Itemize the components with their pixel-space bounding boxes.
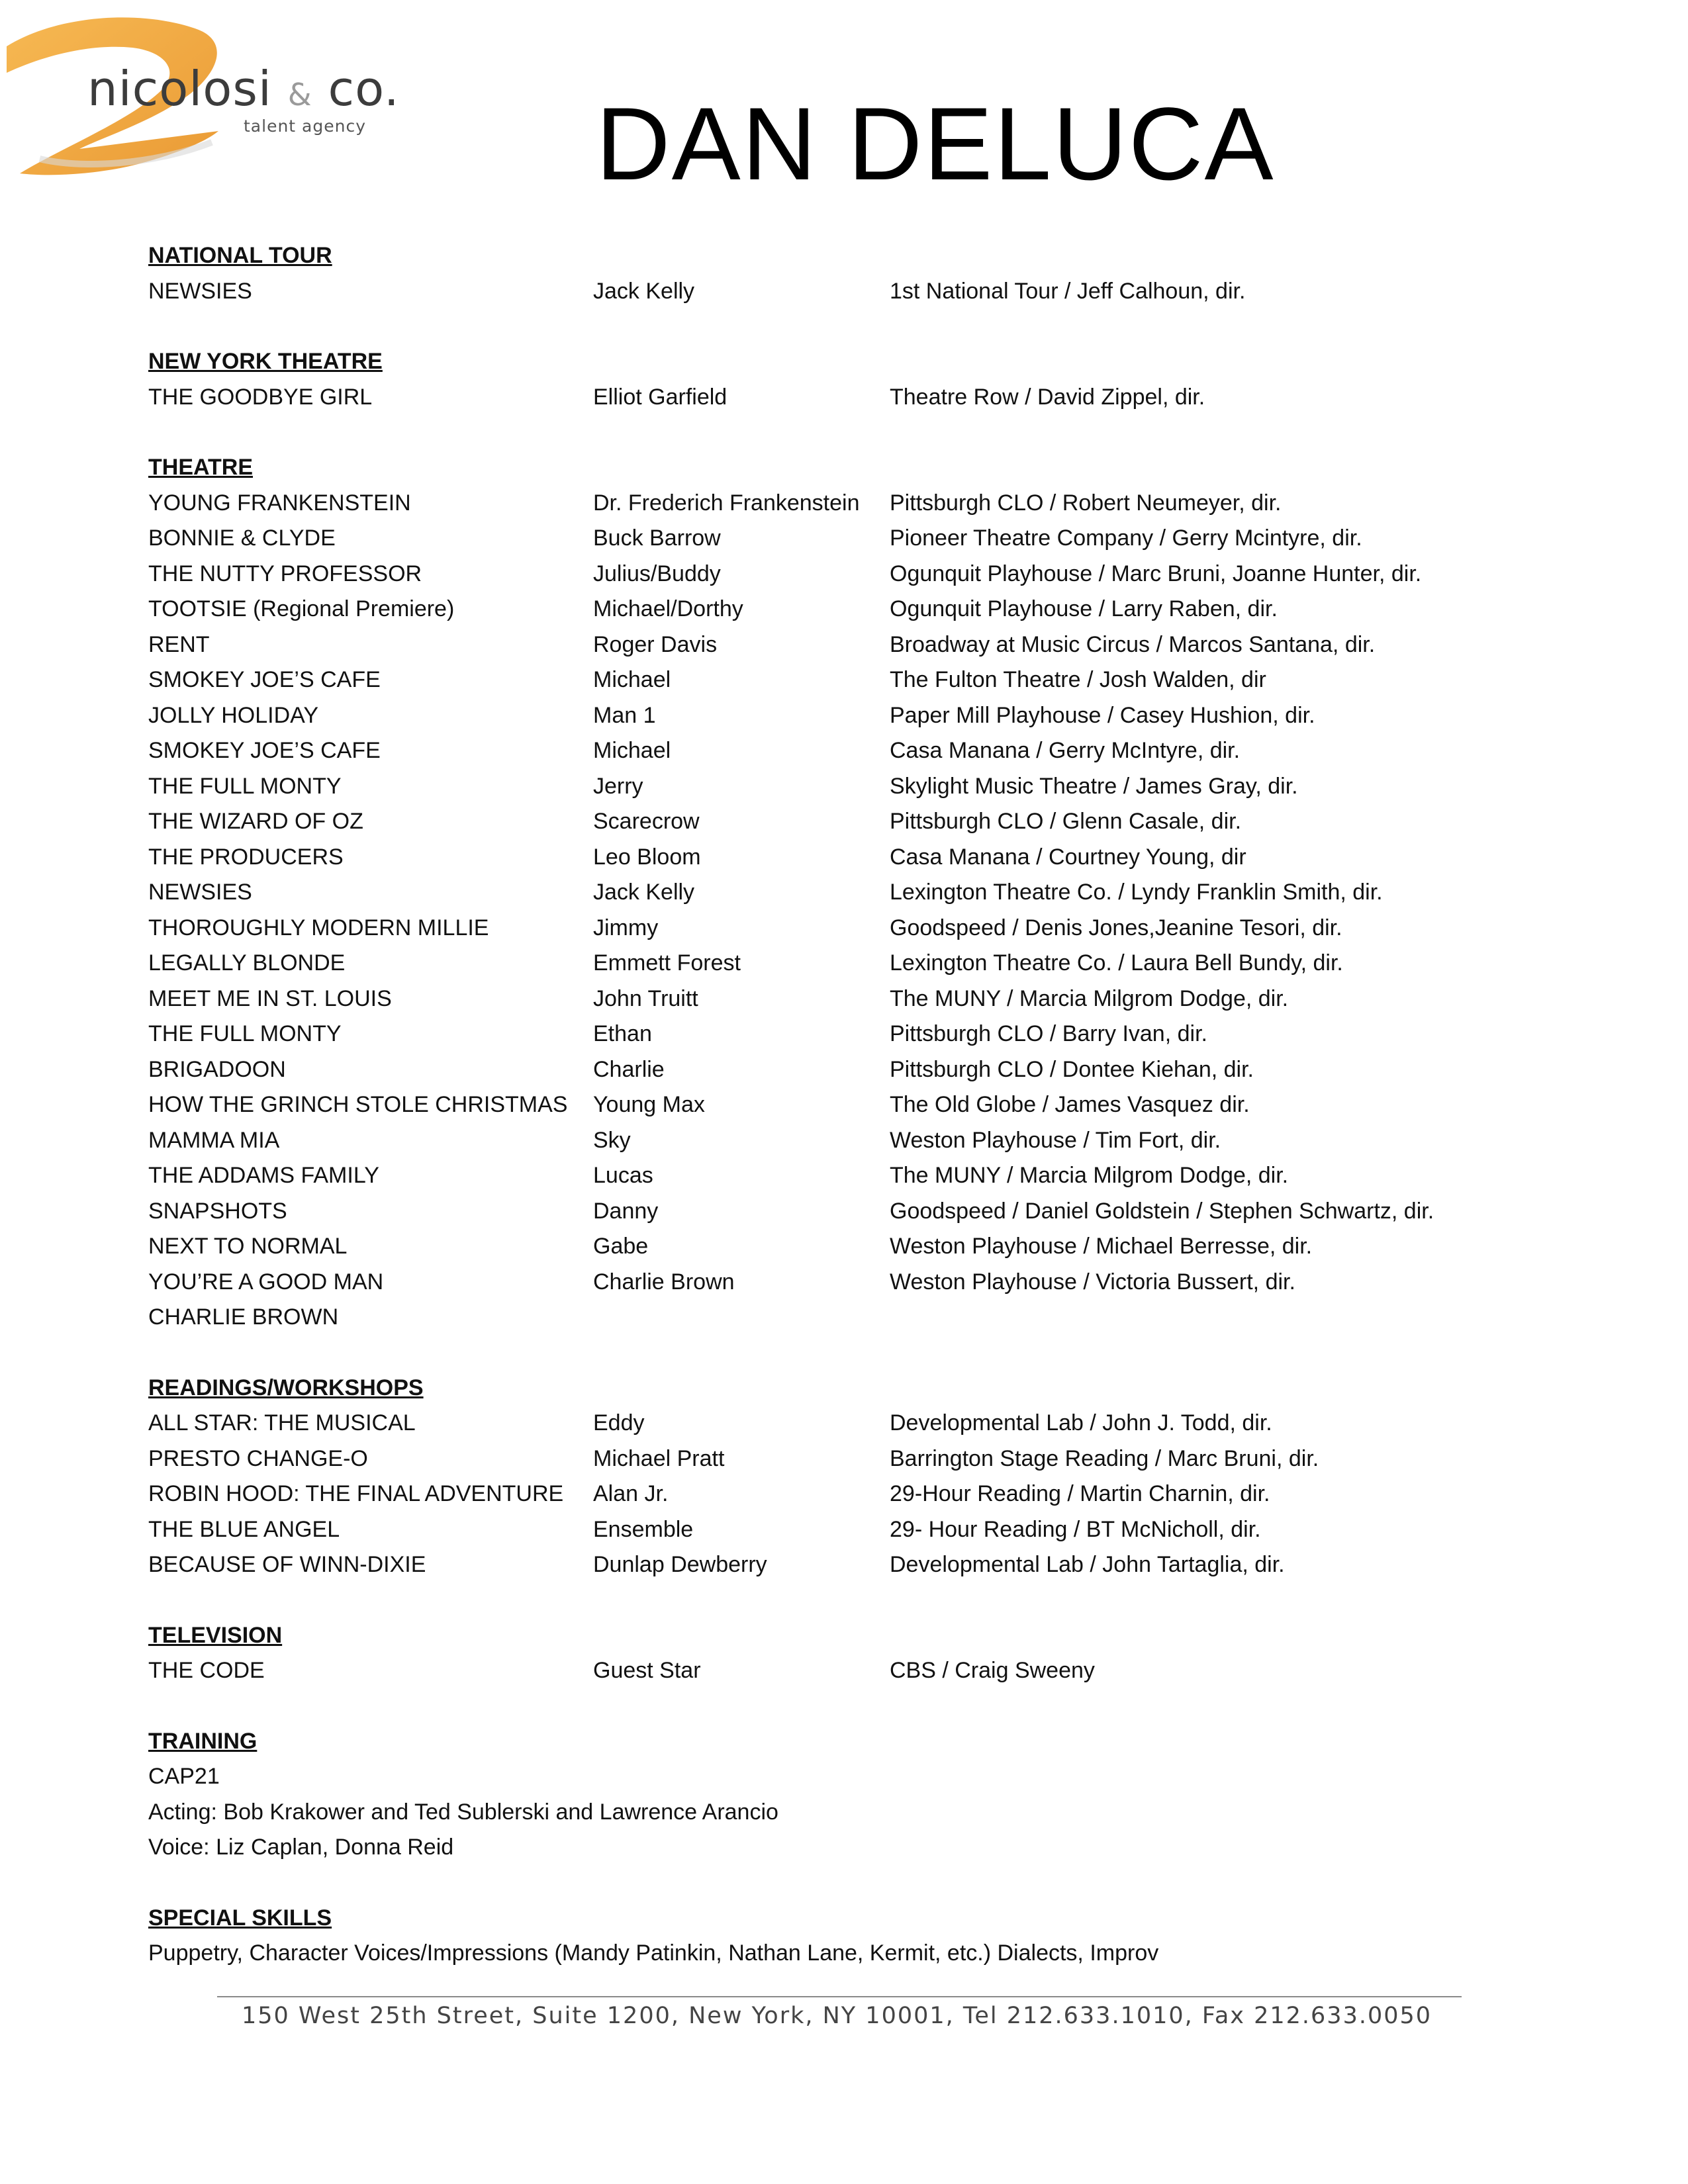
section-heading: NEW YORK THEATRE (148, 349, 383, 374)
credit-row (148, 1087, 1538, 1123)
agency-logo (0, 0, 400, 192)
venue-director: Weston Playhouse / Tim Fort, dir. (890, 1127, 1221, 1153)
role: Charlie Brown (593, 1269, 735, 1295)
credit-row (148, 1017, 1538, 1052)
role: Eddy (593, 1410, 645, 1435)
credits-section (148, 450, 1538, 1336)
show-title: HOW THE GRINCH STOLE CHRISTMAS (148, 1092, 568, 1117)
role: Dr. Frederich Frankenstein (593, 490, 860, 516)
credit-row (148, 662, 1538, 698)
credit-row (148, 981, 1538, 1017)
role: John Truitt (593, 985, 698, 1011)
credits-section (148, 1371, 1538, 1583)
role: Roger Davis (593, 631, 718, 657)
credit-row (148, 1406, 1538, 1441)
venue-director: The MUNY / Marcia Milgrom Dodge, dir. (890, 985, 1289, 1011)
venue-director: The Fulton Theatre / Josh Walden, dir (890, 667, 1266, 692)
credit-row (148, 840, 1538, 876)
show-title: THE ADDAMS FAMILY (148, 1163, 379, 1188)
role (593, 1300, 890, 1336)
role: Danny (593, 1198, 659, 1224)
show-title: THE BLUE ANGEL (148, 1516, 340, 1542)
role: Dunlap Dewberry (593, 1552, 767, 1577)
credit-row (148, 1123, 1538, 1159)
venue-director: Goodspeed / Daniel Goldstein / Stephen Schwartz, dir. (890, 1198, 1434, 1224)
agency-tagline: talent agency (244, 116, 366, 136)
venue-director: Casa Manana / Courtney Young, dir (890, 844, 1246, 870)
role: Ensemble (593, 1516, 694, 1542)
credit-row (148, 486, 1538, 522)
section-heading: NATIONAL TOUR (148, 243, 332, 268)
credits-section (148, 1618, 1538, 1689)
role: Jimmy (593, 915, 659, 940)
role: Ethan (593, 1021, 652, 1046)
credit-row (148, 1547, 1538, 1583)
credit-row (148, 521, 1538, 557)
show-title: THE PRODUCERS (148, 844, 344, 870)
show-title: JOLLY HOLIDAY (148, 702, 318, 728)
show-title: SMOKEY JOE’S CAFE (148, 667, 381, 692)
credit-row (148, 1158, 1538, 1194)
venue-director: 1st National Tour / Jeff Calhoun, dir. (890, 278, 1246, 304)
show-title: YOUNG FRANKENSTEIN (148, 490, 411, 516)
show-title: THE GOODBYE GIRL (148, 384, 373, 410)
credit-row (148, 1441, 1538, 1477)
venue-director: Pittsburgh CLO / Dontee Kiehan, dir. (890, 1056, 1254, 1082)
credit-row (148, 274, 1538, 310)
show-title: NEWSIES (148, 278, 252, 304)
show-title: SNAPSHOTS (148, 1198, 287, 1224)
show-title: ALL STAR: THE MUSICAL (148, 1410, 416, 1435)
show-title: MAMMA MIA (148, 1127, 280, 1153)
training-line: Acting: Bob Krakower and Ted Sublerski and Lawrence Arancio (148, 1799, 778, 1825)
show-title: THE FULL MONTY (148, 1021, 342, 1046)
training-line: Voice: Liz Caplan, Donna Reid (148, 1835, 454, 1860)
role: Scarecrow (593, 809, 700, 834)
venue-director: Theatre Row / David Zippel, dir. (890, 384, 1205, 410)
venue-director: Developmental Lab / John Tartaglia, dir. (890, 1552, 1285, 1577)
agency-name: nicolosi & co. (87, 61, 400, 116)
venue-director: Casa Manana / Gerry McIntyre, dir. (890, 738, 1241, 763)
show-title: TOOTSIE (Regional Premiere) (148, 596, 455, 621)
venue-director: Weston Playhouse / Victoria Bussert, dir. (890, 1269, 1295, 1295)
venue-director: Ogunquit Playhouse / Larry Raben, dir. (890, 596, 1278, 621)
venue-director: Goodspeed / Denis Jones,Jeanine Tesori, dir. (890, 915, 1342, 940)
show-title: RENT (148, 631, 210, 657)
credits-section (148, 344, 1538, 415)
show-title: LEGALLY BLONDE (148, 950, 346, 976)
role: Charlie (593, 1056, 665, 1082)
venue-director: Skylight Music Theatre / James Gray, dir. (890, 773, 1298, 799)
show-title: ROBIN HOOD: THE FINAL ADVENTURE (148, 1481, 564, 1506)
venue-director: CBS / Craig Sweeny (890, 1658, 1095, 1683)
role: Lucas (593, 1163, 653, 1188)
training-line: CAP21 (148, 1764, 220, 1789)
section-heading: TRAINING (148, 1728, 258, 1754)
venue-director: Developmental Lab / John J. Todd, dir. (890, 1410, 1272, 1435)
credit-row (148, 733, 1538, 769)
venue-director: Lexington Theatre Co. / Lyndy Franklin Smith, dir. (890, 880, 1383, 905)
venue-director: Paper Mill Playhouse / Casey Hushion, dir. (890, 702, 1315, 728)
role: Michael Pratt (593, 1445, 725, 1471)
role: Sky (593, 1127, 631, 1153)
skills-text: Puppetry, Character Voices/Impressions (Mandy Patinkin, Nathan Lane, Kermit, etc.) Dialects, Improv (148, 1940, 1159, 1966)
role: Buck Barrow (593, 525, 721, 551)
venue-director: Pioneer Theatre Company / Gerry Mcintyre, dir. (890, 525, 1362, 551)
venue-director: Lexington Theatre Co. / Laura Bell Bundy, dir. (890, 950, 1343, 976)
show-title: CHARLIE BROWN (148, 1304, 339, 1330)
show-title: YOU’RE A GOOD MAN (148, 1269, 384, 1295)
show-title: BONNIE & CLYDE (148, 525, 336, 551)
credit-row (148, 1300, 1538, 1336)
credit-row (148, 804, 1538, 840)
venue-director: Pittsburgh CLO / Glenn Casale, dir. (890, 809, 1242, 834)
venue-director: Ogunquit Playhouse / Marc Bruni, Joanne Hunter, dir. (890, 561, 1422, 586)
venue-director: Barrington Stage Reading / Marc Bruni, dir. (890, 1445, 1319, 1471)
credit-row (148, 592, 1538, 627)
show-title: NEXT TO NORMAL (148, 1234, 348, 1259)
venue-director: The Old Globe / James Vasquez dir. (890, 1092, 1250, 1117)
credit-sections (148, 238, 1538, 1689)
section-heading: THEATRE (148, 455, 254, 480)
credit-row (148, 627, 1538, 663)
role: Julius/Buddy (593, 561, 721, 586)
show-title: THE CODE (148, 1658, 265, 1683)
venue-director: Weston Playhouse / Michael Berresse, dir. (890, 1234, 1313, 1259)
role: Michael (593, 667, 671, 692)
role: Jerry (593, 773, 643, 799)
training-section (148, 1724, 1538, 1866)
credit-row (148, 1477, 1538, 1512)
role: Michael (593, 738, 671, 763)
role: Michael/Dorthy (593, 596, 743, 621)
section-heading: TELEVISION (148, 1622, 283, 1648)
role: Man 1 (593, 702, 656, 728)
venue-director: Broadway at Music Circus / Marcos Santana, dir. (890, 631, 1376, 657)
role: Jack Kelly (593, 880, 695, 905)
credit-row (148, 1512, 1538, 1548)
show-title: NEWSIES (148, 880, 252, 905)
venue-director: 29- Hour Reading / BT McNicholl, dir. (890, 1516, 1261, 1542)
actor-name: DAN DELUCA (596, 87, 1275, 202)
credit-row (148, 1052, 1538, 1088)
section-heading: SPECIAL SKILLS (148, 1905, 332, 1931)
role: Gabe (593, 1234, 649, 1259)
role: Emmett Forest (593, 950, 741, 976)
credit-row (148, 380, 1538, 416)
credit-row (148, 1229, 1538, 1265)
role: Alan Jr. (593, 1481, 669, 1506)
role: Leo Bloom (593, 844, 701, 870)
credit-row (148, 698, 1538, 734)
credit-row (148, 875, 1538, 911)
special-skills-section (148, 1901, 1538, 1972)
venue-director: Pittsburgh CLO / Barry Ivan, dir. (890, 1021, 1207, 1046)
credit-row (148, 769, 1538, 805)
show-title: BRIGADOON (148, 1056, 286, 1082)
show-title: THE FULL MONTY (148, 773, 342, 799)
credit-row (148, 911, 1538, 946)
show-title: THOROUGHLY MODERN MILLIE (148, 915, 489, 940)
venue-director: 29-Hour Reading / Martin Charnin, dir. (890, 1481, 1270, 1506)
credit-row (148, 1194, 1538, 1230)
section-heading: READINGS/WORKSHOPS (148, 1375, 424, 1400)
show-title: THE WIZARD OF OZ (148, 809, 363, 834)
show-title: SMOKEY JOE’S CAFE (148, 738, 381, 763)
credit-row (148, 1653, 1538, 1689)
role: Jack Kelly (593, 278, 695, 304)
show-title: THE NUTTY PROFESSOR (148, 561, 422, 586)
agency-address: 150 West 25th Street, Suite 1200, New York, NY 10001, Tel 212.633.1010, Fax 212.633.0050 (242, 2003, 1432, 2029)
resume-body (148, 238, 1538, 2007)
role: Elliot Garfield (593, 384, 727, 410)
role: Guest Star (593, 1658, 701, 1683)
credit-row (148, 557, 1538, 592)
credit-row (148, 946, 1538, 981)
venue-director: Pittsburgh CLO / Robert Neumeyer, dir. (890, 490, 1282, 516)
footer-divider (217, 1996, 1462, 1997)
credits-section (148, 238, 1538, 309)
credit-row (148, 1265, 1538, 1300)
role: Young Max (593, 1092, 705, 1117)
show-title: MEET ME IN ST. LOUIS (148, 985, 392, 1011)
show-title: PRESTO CHANGE-O (148, 1445, 368, 1471)
show-title: BECAUSE OF WINN-DIXIE (148, 1552, 426, 1577)
venue-director: The MUNY / Marcia Milgrom Dodge, dir. (890, 1163, 1289, 1188)
